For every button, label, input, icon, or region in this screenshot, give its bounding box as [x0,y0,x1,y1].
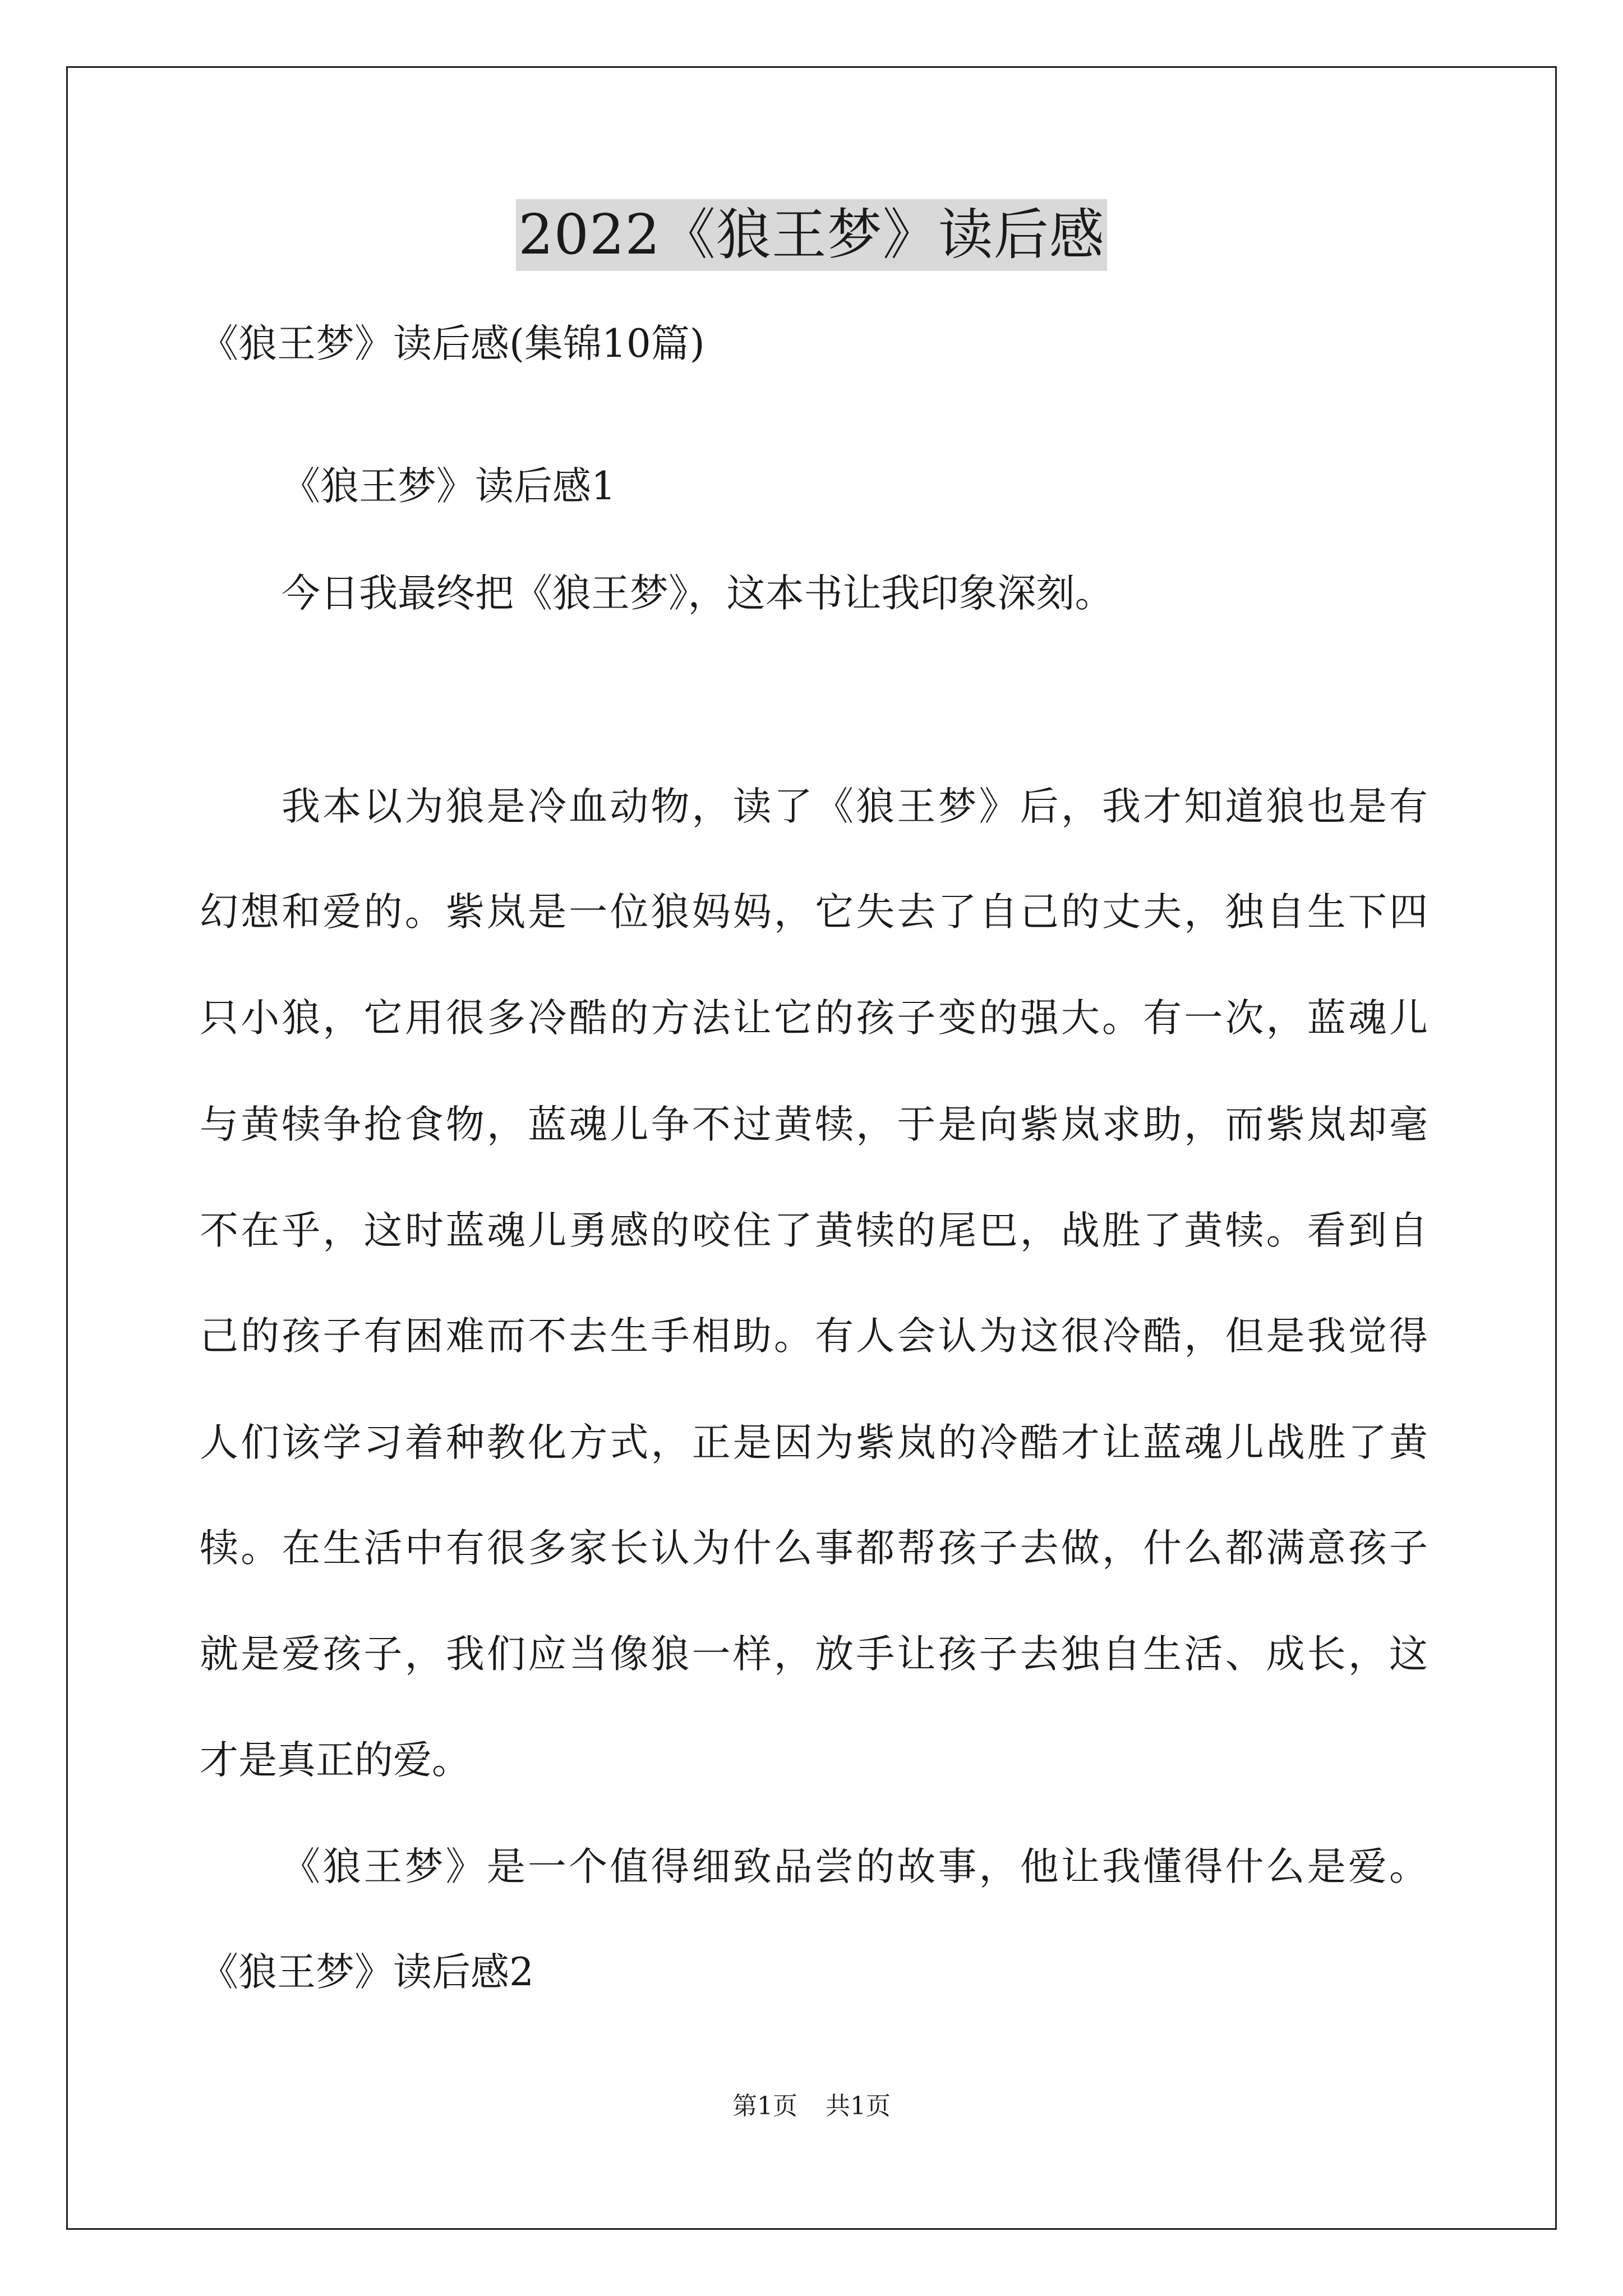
paragraph-line: 才是真正的爱。 [200,1738,471,1783]
paragraph-line: 不在乎，这时蓝魂儿勇感的咬住了黄犊的尾巴，战胜了黄犊。看到自 [200,1208,1428,1253]
section-heading-1: 《狼王梦》读后感1 [282,464,616,509]
page-number: 第1页 [732,2092,797,2120]
page-total: 共1页 [826,2092,891,2120]
paragraph-line: 只小狼，它用很多冷酷的方法让它的孩子变的强大。有一次，蓝魂儿 [200,996,1428,1041]
paragraph-intro: 今日我最终把《狼王梦》，这本书让我印象深刻。 [282,571,1114,616]
paragraph-line: 己的孩子有困难而不去生手相助。有人会认为这很冷酷，但是我觉得 [200,1314,1428,1359]
subtitle: 《狼王梦》读后感(集锦10篇) [200,321,705,366]
page-footer [0,2091,1623,2122]
paragraph-line: 就是爱孩子，我们应当像狼一样，放手让孩子去独自生活、成长，这 [200,1632,1428,1677]
paragraph-line: 人们该学习着种教化方式，正是因为紫岚的冷酷才让蓝魂儿战胜了黄 [200,1420,1428,1465]
paragraph-line: 幻想和爱的。紫岚是一位狼妈妈，它失去了自己的丈夫，独自生下四 [200,890,1428,935]
section-heading-2: 《狼王梦》读后感2 [200,1950,534,1995]
paragraph-conclusion: 《狼王梦》是一个值得细致品尝的故事，他让我懂得什么是爱。 [282,1844,1428,1889]
paragraph-line: 我本以为狼是冷血动物，读了《狼王梦》后，我才知道狼也是有 [282,784,1428,829]
document-title: 2022《狼王梦》读后感 [516,199,1106,271]
paragraph-line: 犊。在生活中有很多家长认为什么事都帮孩子去做，什么都满意孩子 [200,1526,1428,1571]
paragraph-line: 与黄犊争抢食物，蓝魂儿争不过黄犊，于是向紫岚求助，而紫岚却毫 [200,1102,1428,1147]
title-container [0,199,1623,271]
